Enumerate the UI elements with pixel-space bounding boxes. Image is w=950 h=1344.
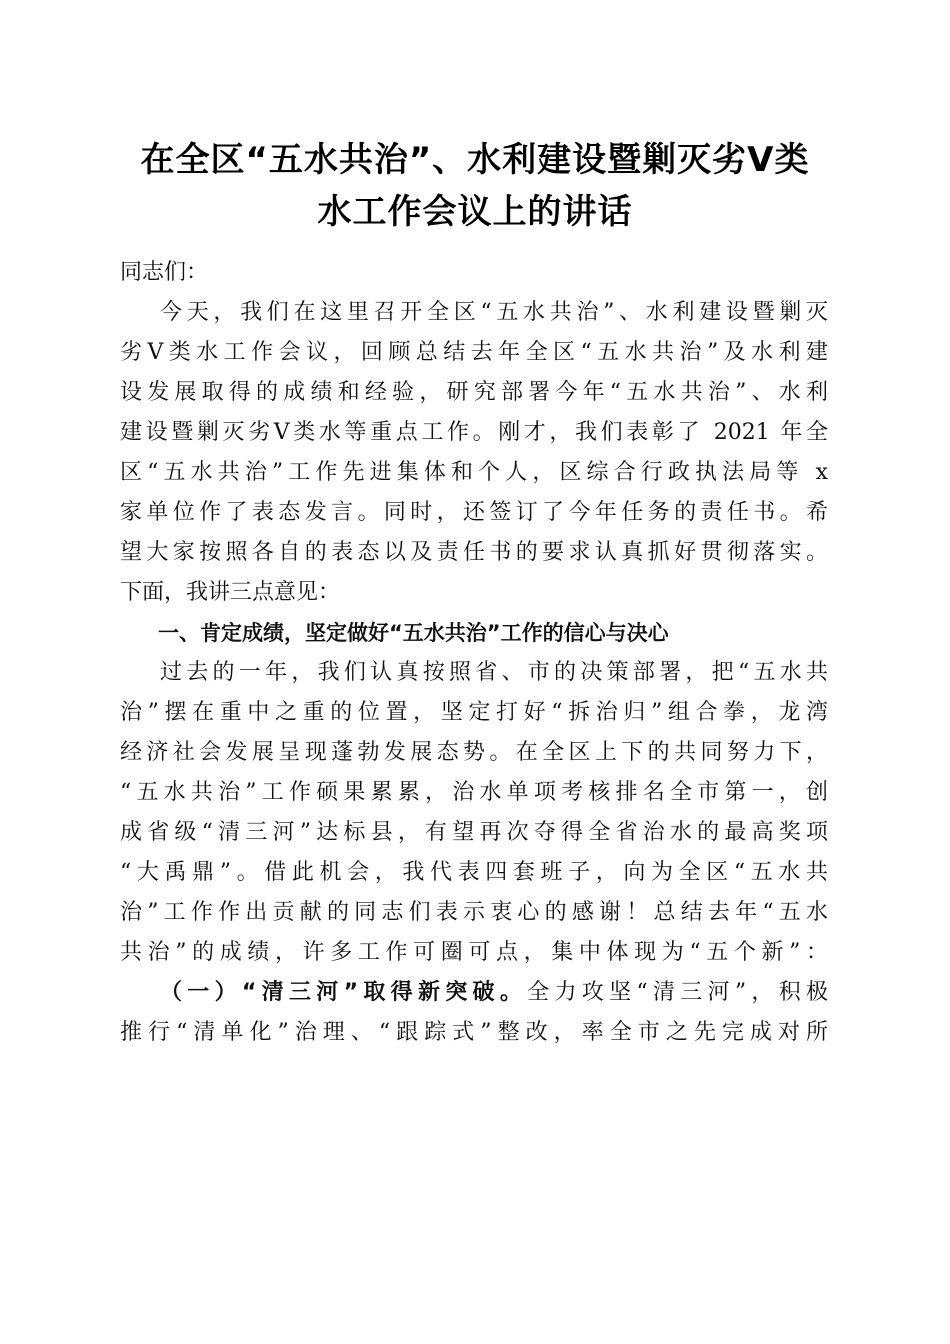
title-line-2: 水工作会议上的讲话 [317, 192, 633, 232]
title-line-1: 在全区“五水共治”、水利建设暨剿灭劣Ⅴ类 [140, 140, 810, 180]
paragraph-subsection-1 [120, 973, 828, 1053]
paragraph-line: 今天，我们在这里召开全区“五水共治”、水利建设暨剿灭 [160, 300, 828, 325]
paragraph-achievements [120, 653, 828, 973]
paragraph-line: 过去的一年，我们认真按照省、市的决策部署，把“五水共 [160, 660, 828, 685]
paragraph-line: 劣Ⅴ类水工作会议，回顾总结去年全区“五水共治”及水利建 [120, 340, 828, 365]
paragraph-line: 共治”的成绩，许多工作可圈可点，集中体现为“五个新”： [120, 940, 828, 965]
salutation: 同志们： [120, 260, 209, 285]
paragraph-line: 设发展取得的成绩和经验，研究部署今年“五水共治”、水利 [120, 380, 828, 405]
paragraph-line: 成省级“清三河”达标县，有望再次夺得全省治水的最高奖项 [120, 820, 828, 845]
subsection-text: 全力攻坚“清三河”，积极 [527, 980, 828, 1005]
paragraph-opening [120, 293, 828, 613]
paragraph-line: 推行“清单化”治理、“跟踪式”整改，率全市之先完成对所 [120, 1020, 828, 1045]
paragraph-line: 望大家按照各自的表态以及责任书的要求认真抓好贯彻落实。 [120, 540, 828, 565]
document-body [120, 253, 828, 1053]
paragraph-line: 区“五水共治”工作先进集体和个人，区综合行政执法局等 x [120, 460, 828, 485]
paragraph-line: 下面，我讲三点意见： [120, 580, 341, 605]
paragraph-line: “大禹鼎”。借此机会，我代表四套班子，向为全区“五水共 [120, 860, 828, 885]
paragraph-line: 经济社会发展呈现蓬勃发展态势。在全区上下的共同努力下， [120, 740, 828, 765]
paragraph-line: 建设暨剿灭劣Ⅴ类水等重点工作。刚才，我们表彰了 2021 年全 [120, 420, 828, 445]
paragraph-line: 家单位作了表态发言。同时，还签订了今年任务的责任书。希 [120, 500, 828, 525]
paragraph-line [120, 973, 828, 1013]
paragraph-line: “五水共治”工作硕果累累，治水单项考核排名全市第一，创 [120, 780, 828, 805]
subsection-heading-1: （一）“清三河”取得新突破。 [160, 980, 528, 1005]
section-heading-1: 一、肯定成绩，坚定做好“五水共治”工作的信心与决心 [158, 621, 669, 645]
paragraph-line: 治”摆在重中之重的位置，坚定打好“拆治归”组合拳，龙湾 [120, 700, 828, 725]
document-title [110, 134, 840, 238]
paragraph-line: 治”工作作出贡献的同志们表示衷心的感谢！总结去年“五水 [120, 900, 828, 925]
